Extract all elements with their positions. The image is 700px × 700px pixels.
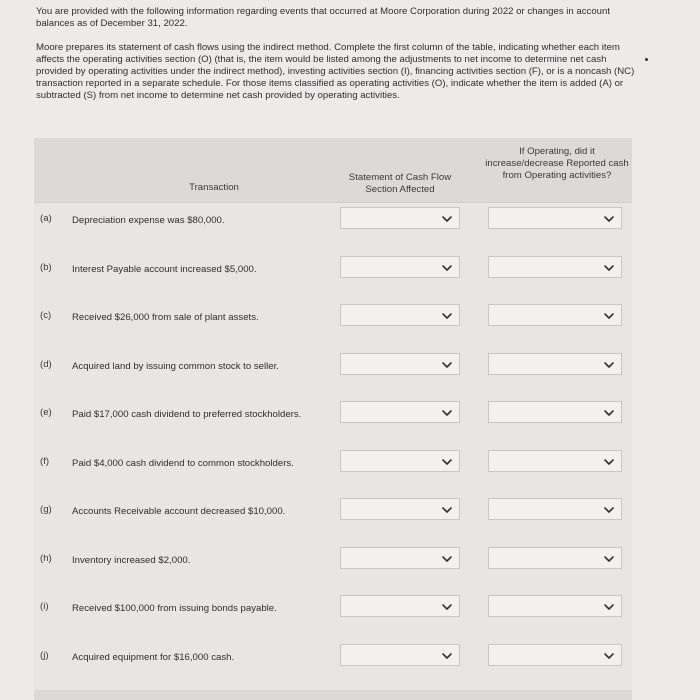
chevron-down-icon: [441, 406, 453, 418]
chevron-down-icon: [603, 309, 615, 321]
section-affected-dropdown[interactable]: [340, 401, 460, 423]
transaction-description: Interest Payable account increased $5,000.: [72, 263, 257, 275]
chevron-down-icon: [441, 261, 453, 273]
table-row: [34, 262, 632, 310]
operating-effect-dropdown[interactable]: [488, 595, 622, 617]
row-letter: (j): [40, 649, 49, 661]
table-row: [34, 504, 632, 552]
chevron-down-icon: [603, 261, 615, 273]
transaction-description: Received $26,000 from sale of plant assets.: [72, 312, 259, 323]
row-letter: (i): [40, 601, 49, 612]
header-section-affected: Statement of Cash Flow Section Affected: [348, 172, 452, 195]
instructions: [36, 6, 636, 114]
operating-effect-dropdown[interactable]: [488, 450, 622, 472]
chevron-down-icon: [441, 552, 453, 564]
row-letter: (g): [40, 504, 52, 515]
chevron-down-icon: [603, 600, 615, 612]
operating-effect-dropdown[interactable]: [488, 547, 622, 569]
section-affected-dropdown[interactable]: [340, 547, 460, 569]
operating-effect-dropdown[interactable]: [488, 304, 622, 326]
section-affected-dropdown[interactable]: [340, 256, 460, 278]
transaction-description: Received $100,000 from issuing bonds payable.: [72, 603, 277, 614]
table-row: [34, 310, 632, 358]
table-row: [34, 407, 632, 455]
transaction-description: Paid $4,000 cash dividend to common stockholders.: [72, 457, 294, 469]
row-letter: (h): [40, 552, 52, 564]
operating-effect-dropdown[interactable]: [488, 207, 622, 229]
transaction-description: Inventory increased $2,000.: [72, 554, 191, 566]
row-letter: (e): [40, 407, 52, 418]
chevron-down-icon: [441, 212, 453, 224]
intro-paragraph-2: Moore prepares its statement of cash flows using the indirect method. Complete the first column of the table, indicating whether each item affects the operating activities section (O) (that is, the item would be listed among the adjustments to net income to determine net cash provided by operating activities under the indirect method), investing activities section (I), financing activities section (F), or is a noncash (NC) transaction reported in a separate schedule. For those items classified as operating activities (O), indicate whether the item is added (A) or subtracted (S) from net income to determine net cash provided by operating activities.: [36, 42, 635, 101]
chevron-down-icon: [441, 358, 453, 370]
section-affected-dropdown[interactable]: [340, 644, 460, 666]
table-row: [34, 601, 632, 649]
chevron-down-icon: [603, 649, 615, 661]
chevron-down-icon: [603, 358, 615, 370]
section-affected-dropdown[interactable]: [340, 304, 460, 326]
table-row: [34, 553, 632, 601]
cash-flow-classification-table: [34, 138, 632, 693]
transaction-description: Accounts Receivable account decreased $10,000.: [72, 506, 286, 517]
transaction-description: Acquired equipment for $16,000 cash.: [72, 651, 235, 663]
operating-effect-dropdown[interactable]: [488, 353, 622, 375]
row-letter: (b): [40, 261, 52, 273]
chevron-down-icon: [441, 503, 453, 515]
chevron-down-icon: [603, 212, 615, 224]
chevron-down-icon: [603, 552, 615, 564]
operating-effect-dropdown[interactable]: [488, 498, 622, 520]
header-operating-effect: If Operating, did it increase/decrease Reported cash from Operating activities?: [485, 146, 629, 181]
chevron-down-icon: [441, 600, 453, 612]
transaction-description: Depreciation expense was $80,000.: [72, 215, 225, 226]
chevron-down-icon: [603, 455, 615, 467]
section-affected-dropdown[interactable]: [340, 207, 460, 229]
transaction-description: Acquired land by issuing common stock to seller.: [72, 360, 279, 372]
section-affected-dropdown[interactable]: [340, 498, 460, 520]
section-affected-dropdown[interactable]: [340, 595, 460, 617]
intro-paragraph-1: You are provided with the following information regarding events that occurred at Moore Corporation during 2022 or changes in account balances as of December 31, 2022.: [36, 6, 611, 29]
required-marker-icon: [645, 58, 648, 61]
row-letter: (c): [40, 310, 52, 321]
header-transaction: Transaction: [189, 182, 239, 193]
chevron-down-icon: [441, 649, 453, 661]
operating-effect-dropdown[interactable]: [488, 644, 622, 666]
operating-effect-dropdown[interactable]: [488, 401, 622, 423]
section-affected-dropdown[interactable]: [340, 353, 460, 375]
chevron-down-icon: [603, 503, 615, 515]
table-footer: [34, 690, 632, 700]
transaction-description: Paid $17,000 cash dividend to preferred stockholders.: [72, 409, 302, 420]
section-affected-dropdown[interactable]: [340, 450, 460, 472]
table-row: [34, 456, 632, 504]
table-row: [34, 359, 632, 407]
row-letter: (a): [40, 213, 52, 224]
table-row: [34, 213, 632, 261]
chevron-down-icon: [441, 309, 453, 321]
row-letter: (d): [40, 358, 52, 370]
row-letter: (f): [40, 455, 50, 467]
operating-effect-dropdown[interactable]: [488, 256, 622, 278]
chevron-down-icon: [603, 406, 615, 418]
table-header: [34, 138, 632, 203]
chevron-down-icon: [441, 455, 453, 467]
